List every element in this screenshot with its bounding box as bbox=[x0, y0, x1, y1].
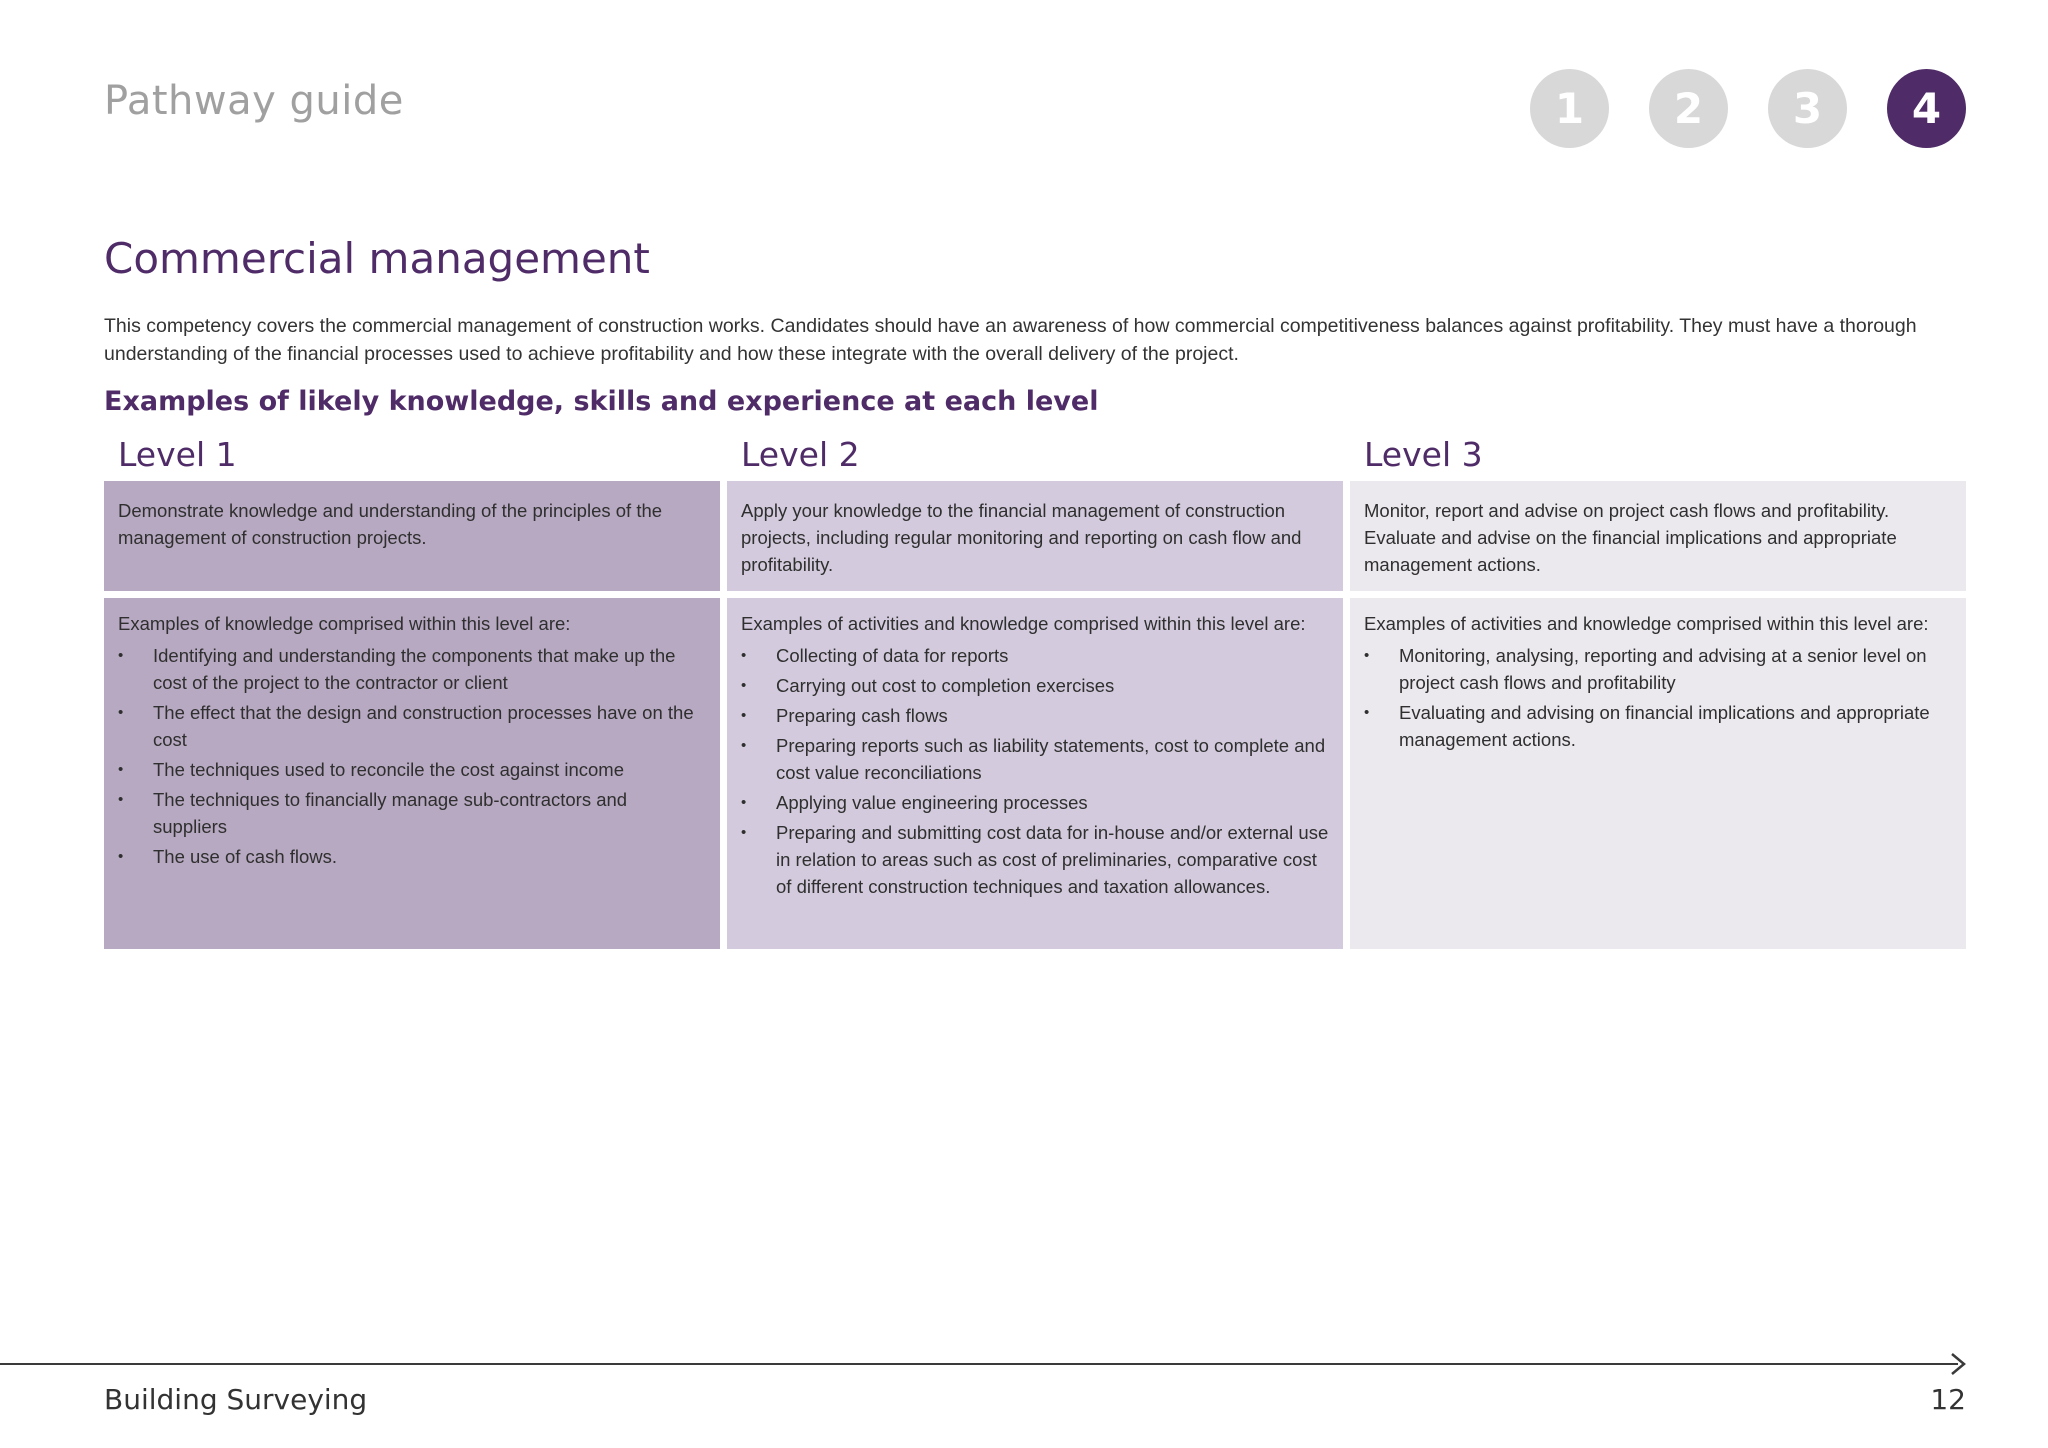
level-1-description: Demonstrate knowledge and understanding of the principles of the management of construction projects. bbox=[104, 481, 720, 591]
level-2-heading: Level 2 bbox=[741, 435, 860, 474]
step-4-active[interactable]: 4 bbox=[1887, 69, 1966, 148]
list-item: • Collecting of data for reports bbox=[741, 642, 1329, 669]
level-2-examples bbox=[727, 598, 1343, 949]
footer-title: Building Surveying bbox=[104, 1383, 368, 1416]
level-1-bullet-list bbox=[118, 642, 706, 870]
list-item: • The techniques used to reconcile the cost against income bbox=[118, 756, 706, 783]
page-header-title: Pathway guide bbox=[104, 78, 404, 124]
list-item: • Applying value engineering processes bbox=[741, 789, 1329, 816]
level-1-column bbox=[104, 430, 720, 949]
step-3[interactable]: 3 bbox=[1768, 69, 1847, 148]
level-1-examples bbox=[104, 598, 720, 949]
list-item: • Preparing cash flows bbox=[741, 702, 1329, 729]
level-3-heading: Level 3 bbox=[1364, 435, 1483, 474]
page-number: 12 bbox=[1930, 1383, 1966, 1416]
list-item: • Preparing reports such as liability statements, cost to complete and cost value reconciliations bbox=[741, 732, 1329, 786]
level-3-bullet-list bbox=[1364, 642, 1952, 753]
list-item: • Carrying out cost to completion exercises bbox=[741, 672, 1329, 699]
list-item: • Identifying and understanding the components that make up the cost of the project to the contractor or client bbox=[118, 642, 706, 696]
step-indicator bbox=[1530, 69, 1966, 148]
level-2-description: Apply your knowledge to the financial management of construction projects, including regular monitoring and reporting on cash flow and profitability. bbox=[727, 481, 1343, 591]
level-1-heading: Level 1 bbox=[118, 435, 237, 474]
level-3-column bbox=[1350, 430, 1966, 949]
level-2-column bbox=[727, 430, 1343, 949]
step-1[interactable]: 1 bbox=[1530, 69, 1609, 148]
footer-divider bbox=[0, 1363, 1958, 1365]
step-2[interactable]: 2 bbox=[1649, 69, 1728, 148]
levels-grid bbox=[104, 430, 1966, 949]
level-3-examples bbox=[1350, 598, 1966, 949]
list-item: • The use of cash flows. bbox=[118, 843, 706, 870]
level-3-examples-intro: Examples of activities and knowledge comprised within this level are: bbox=[1364, 613, 1929, 634]
list-item: • Monitoring, analysing, reporting and advising at a senior level on project cash flows and profitability bbox=[1364, 642, 1952, 696]
section-intro: This competency covers the commercial management of construction works. Candidates should have an awareness of how commercial competitiveness balances against profitability. They must have a thorough understanding of the financial processes used to achieve profitability and how these integrate with the overall delivery of the project. bbox=[104, 315, 1917, 365]
examples-heading: Examples of likely knowledge, skills and experience at each level bbox=[104, 386, 1099, 417]
level-1-examples-intro: Examples of knowledge comprised within this level are: bbox=[118, 613, 571, 634]
list-item: • Preparing and submitting cost data for in-house and/or external use in relation to areas such as cost of preliminaries, comparative cost of different construction techniques and taxation allowances. bbox=[741, 819, 1329, 900]
level-3-description: Monitor, report and advise on project cash flows and profitability. Evaluate and advise on the financial implications and appropriate management actions. bbox=[1350, 481, 1966, 591]
level-2-bullet-list bbox=[741, 642, 1329, 900]
arrow-right-icon bbox=[1948, 1352, 1970, 1376]
list-item: • The techniques to financially manage sub-contractors and suppliers bbox=[118, 786, 706, 840]
list-item: • Evaluating and advising on financial implications and appropriate management actions. bbox=[1364, 699, 1952, 753]
level-2-examples-intro: Examples of activities and knowledge comprised within this level are: bbox=[741, 613, 1306, 634]
list-item: • The effect that the design and construction processes have on the cost bbox=[118, 699, 706, 753]
section-title: Commercial management bbox=[104, 234, 650, 283]
